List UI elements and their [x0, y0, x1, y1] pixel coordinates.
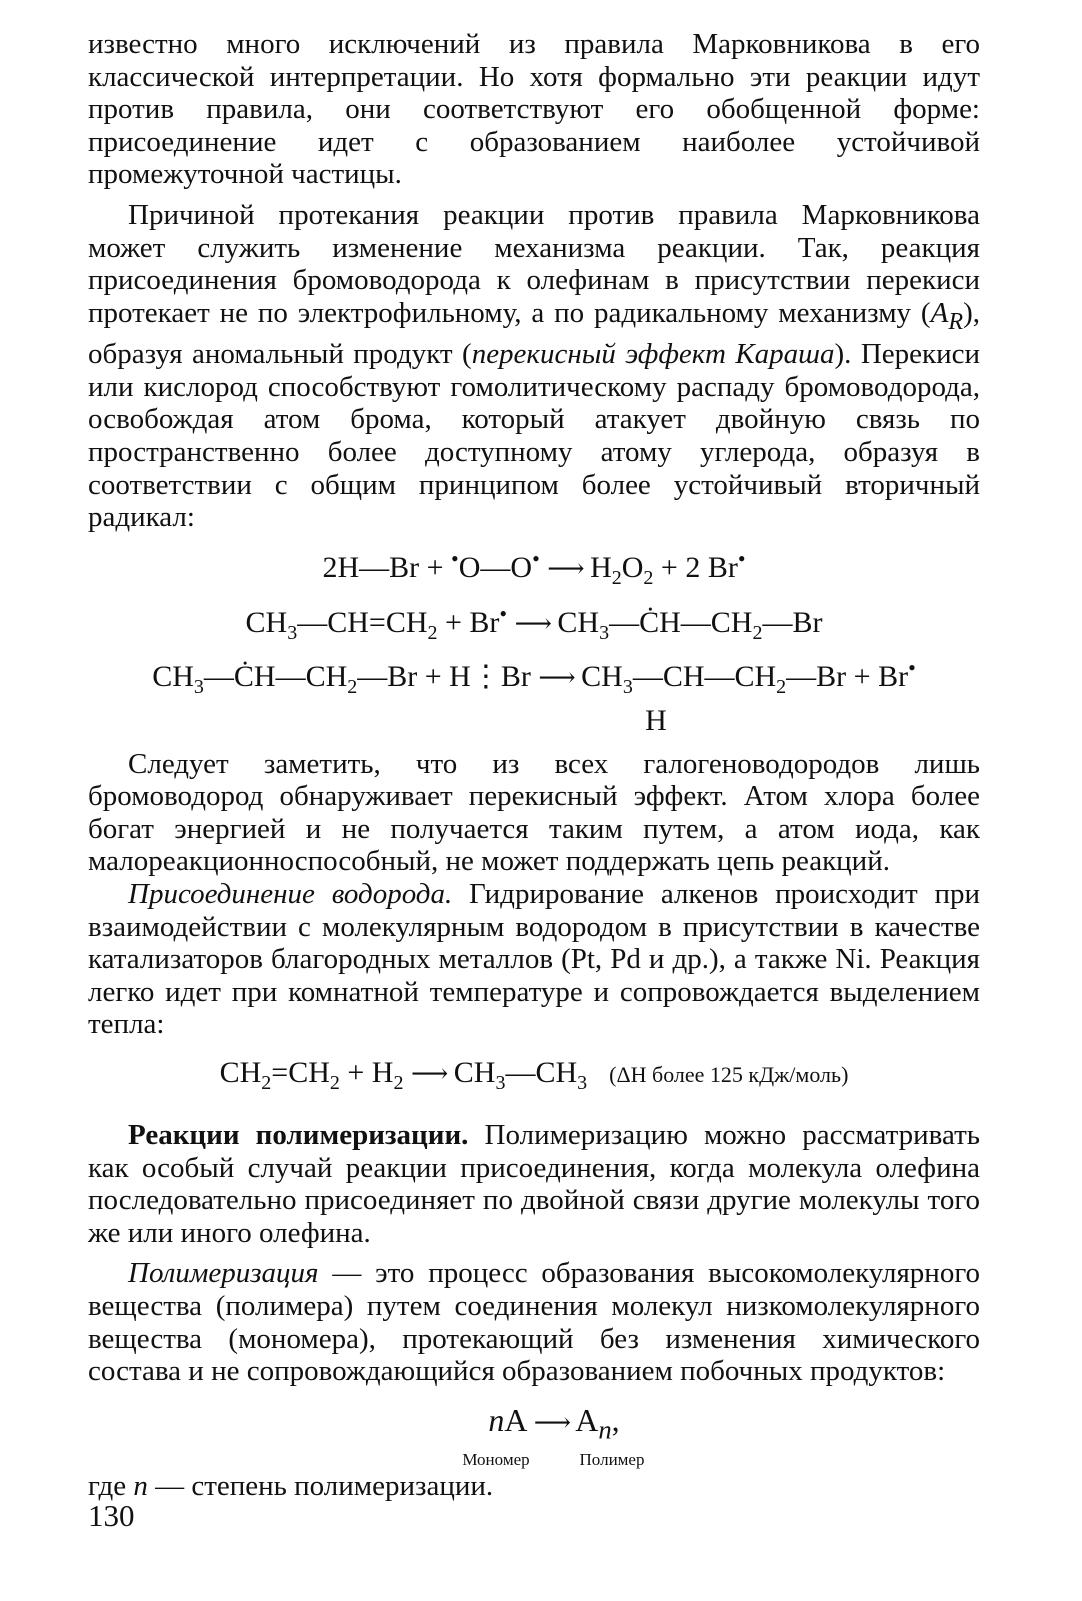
eq-term: —CH—CH — [632, 659, 777, 693]
eq-term: —ĊH—CH — [203, 659, 348, 693]
eq-term: O — [621, 550, 644, 584]
paragraph-polymerization-reactions — [88, 1119, 980, 1249]
section-heading-hydrogenation: Присоединение водорода. — [128, 878, 453, 911]
equation-hydrogenation — [88, 1051, 980, 1105]
eq-term: n — [488, 1401, 505, 1438]
equation-polymerization — [88, 1400, 980, 1470]
section-heading-polymerization: Реакции полимеризации. — [128, 1119, 469, 1152]
subscript: 2 — [643, 566, 654, 589]
reaction-arrow: ⟶ — [410, 1059, 447, 1089]
eq-term: CH — [581, 659, 623, 693]
subscript: 2 — [261, 1072, 272, 1095]
eq-term: —CH=CH — [297, 605, 428, 639]
paragraph-hydrogenation — [88, 878, 980, 1041]
paragraph-text: известно много исключений из правила Марковникова в его классической интерпретации. Но хотя формально эти реакции идут против правила, они соответствуют его обобщенной форме: присоединение идет с образованием наиболее устойчивой промежуточной частицы. — [88, 28, 980, 191]
subscript: 3 — [495, 1072, 506, 1095]
subscript: 3 — [599, 621, 610, 644]
equation-peroxide-homolysis — [88, 542, 980, 594]
eq-term: CH — [245, 605, 288, 639]
page-number: 130 — [88, 1498, 135, 1533]
eq-term: H — [590, 550, 612, 584]
eq-term: —Br + H⋮Br — [357, 659, 531, 693]
reaction-arrow: ⟶ — [533, 1407, 569, 1437]
radical-dot: • — [737, 545, 746, 571]
subscript: 3 — [287, 621, 298, 644]
eq-term: H — [645, 703, 667, 737]
reaction-arrow: ⟶ — [547, 553, 583, 583]
eq-term: CH — [453, 1056, 496, 1090]
eq-term: —Br + Br — [786, 659, 909, 693]
polymerization-labels — [108, 1449, 1000, 1471]
eq-term: + 2 Br — [653, 550, 738, 584]
subscript: 2 — [611, 566, 622, 589]
eq-term: CH — [219, 1056, 262, 1090]
eq-term: —ĊH—CH — [609, 605, 753, 639]
reaction-arrow: ⟶ — [538, 662, 574, 692]
paragraph-text: Следует заметить, что из всех галогеноводородов лишь бромоводород обнаруживает перекисный эффект. Атом хлора более богат энергией и не получается таким путем, а атом иода, как малореакционноспособный, не может поддержать цепь реакций. — [88, 747, 980, 878]
paragraph-text: — степень полимеризации. — [147, 1469, 494, 1502]
polymerization-formula — [108, 1400, 1000, 1449]
radical-dot: • — [451, 545, 459, 571]
eq-term: CH — [152, 659, 194, 693]
kharasch-term: перекисный эффект Караша — [471, 338, 835, 371]
eq-term: + H — [339, 1056, 394, 1090]
eq-term: CH — [557, 605, 600, 639]
paragraph-text: ), образуя аномальный продукт ( — [88, 296, 980, 371]
subscript: 3 — [622, 675, 633, 698]
paragraph-degree-of-polymerization — [88, 1470, 980, 1503]
symbol-n: n — [133, 1469, 148, 1502]
spacer — [88, 1249, 980, 1257]
eq-term: + Br — [437, 605, 500, 639]
paragraph-text: — это процесс образования высокомолекулярного вещества (полимера) путем соединения молекул низкомолекулярного вещества (мономера), протекающий без изменения химического состава и не сопровождающийся образованием побочных продуктов: — [88, 1257, 980, 1388]
subscript: 2 — [776, 675, 787, 698]
paragraph-text: Полимеризацию можно рассматривать как особый случай реакции присоединения, когда молекула олефина последовательно присоединяет по двойной связи другие молекулы того же или иного олефина. — [88, 1119, 980, 1249]
paragraph-hydrogen-halides — [88, 748, 980, 878]
paragraph-kharasch-effect — [88, 199, 980, 534]
eq-term: 2H—Br + — [322, 550, 452, 584]
subscript: 3 — [577, 1072, 588, 1095]
paragraph-text: Гидрирование алкенов происходит при взаимодействии с молекулярным водородом в присутствии в качестве катализаторов благородных металлов (Pt, Pd и др.), а также Ni. Реакция легко идет при комнатной температуре и сопровождается выделением тепла: — [88, 878, 980, 1041]
eq-term: =CH — [271, 1056, 330, 1090]
term-polymerization: Полимеризация — [128, 1257, 319, 1290]
mechanism-symbol — [930, 296, 964, 335]
equation-chain-propagation — [88, 652, 980, 737]
reaction-arrow: ⟶ — [514, 608, 550, 638]
paragraph-text: Причиной протекания реакции против правила Марковникова может служить изменение механизма реакции. Так, реакция присоединения бромоводорода к олефинам в присутствии перекиси протекает не по электрофильному, а по радикальному механизму ( — [88, 198, 980, 329]
subscript: 2 — [752, 621, 763, 644]
radical-dot: • — [908, 654, 916, 680]
subscript: 2 — [329, 1072, 340, 1095]
label-monomer: Мономер — [462, 1450, 530, 1470]
paragraph-polymerization-definition — [88, 1257, 980, 1387]
mechanism-subscript: R — [948, 307, 964, 335]
subscript: 2 — [347, 675, 358, 698]
eq-term: O—O — [458, 550, 533, 584]
radical-dot: • — [532, 545, 540, 571]
eq-term: —Br — [762, 605, 823, 639]
paragraph-text: ). Перекиси или кислород способствуют гомолитическому распаду бромоводорода, освобождая атом брома, который атакует двойную связь по пространственно более доступному атому углерода, образуя в соответствии с общим принципом более устойчивый вторичный радикал: — [88, 338, 981, 534]
subscript: 3 — [193, 675, 204, 698]
hydrogen-substituent — [88, 704, 980, 738]
eq-term: , — [611, 1401, 620, 1438]
eq-term: —CH — [505, 1056, 578, 1090]
subscript: 2 — [393, 1072, 404, 1095]
paragraph-markovnikov-exceptions — [88, 28, 980, 191]
enthalpy-note: (ΔH более 125 кДж/моль) — [609, 1062, 849, 1088]
radical-dot: • — [499, 600, 508, 626]
equation-bromine-addition — [88, 594, 980, 652]
mechanism-letter: A — [930, 296, 949, 329]
paragraph-text: где — [88, 1469, 134, 1502]
spacer — [88, 191, 980, 199]
page-body — [88, 28, 980, 1502]
label-polymer: Полимер — [579, 1450, 645, 1470]
eq-term: A — [575, 1401, 599, 1438]
subscript: 2 — [427, 621, 438, 644]
subscript: n — [598, 1414, 612, 1445]
eq-term: A — [504, 1401, 526, 1438]
